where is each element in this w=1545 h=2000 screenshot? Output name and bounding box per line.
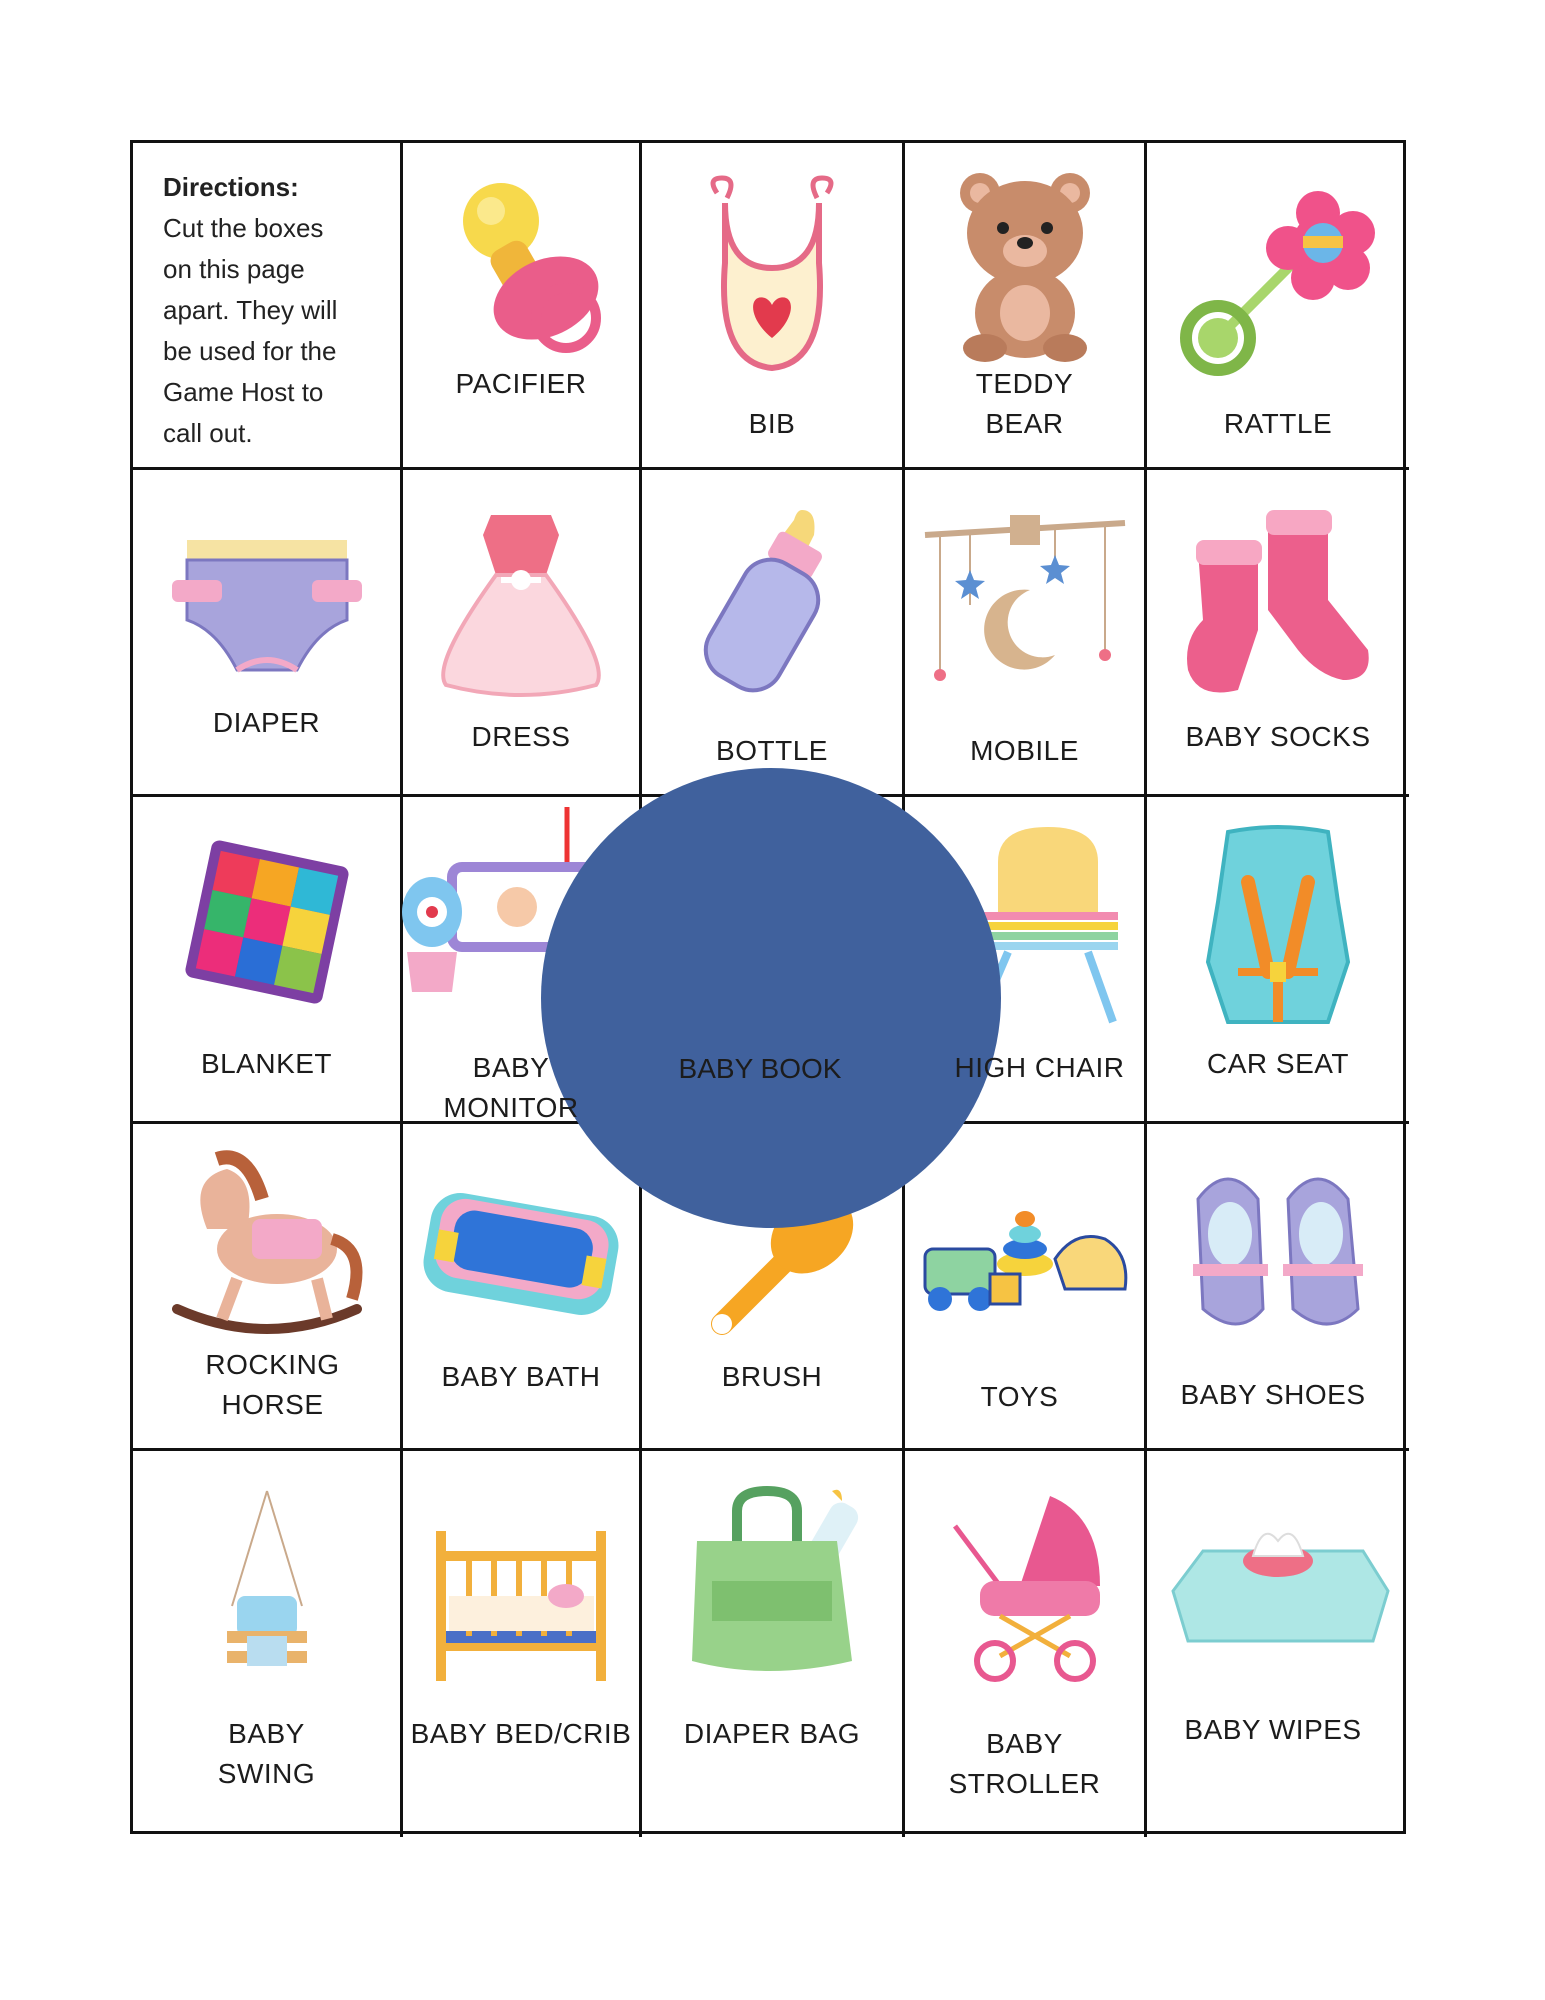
cell-label: HIGH CHAIR <box>954 1052 1125 1083</box>
cell-bottle[interactable] <box>642 470 905 797</box>
directions-cell <box>133 143 403 470</box>
cell-label: TOYS <box>980 1381 1059 1412</box>
cell-label: TEDDY <box>975 368 1074 399</box>
blanket-icon <box>182 837 352 1007</box>
bottle-icon <box>682 500 862 700</box>
cell-baby-shoes[interactable] <box>1147 1124 1409 1451</box>
cell-label: RATTLE <box>1223 408 1333 439</box>
baby-shoes-icon <box>1178 1159 1378 1359</box>
baby-swing-icon <box>207 1486 327 1686</box>
cell-baby-socks[interactable] <box>1147 470 1409 797</box>
baby-wipes-icon <box>1163 1521 1393 1661</box>
cell-label: MOBILE <box>970 735 1079 766</box>
crib-icon <box>421 1511 621 1681</box>
directions-line: on this page <box>163 254 305 284</box>
free-space-circle <box>541 768 1001 1228</box>
cell-label: BOTTLE <box>716 735 828 766</box>
baby-bath-icon <box>416 1184 626 1324</box>
cell-label: DRESS <box>471 721 571 752</box>
cell-label: PACIFIER <box>455 368 587 399</box>
teddy-bear-icon <box>945 163 1105 363</box>
car-seat-icon <box>1198 822 1358 1032</box>
cell-mobile[interactable] <box>905 470 1147 797</box>
cell-rocking-horse[interactable] <box>133 1124 403 1451</box>
cell-label: DIAPER BAG <box>683 1718 861 1749</box>
cell-label: BABY BED/CRIB <box>410 1718 632 1749</box>
baby-book-label: BABY BOOK <box>678 1053 842 1084</box>
cell-diaper[interactable] <box>133 470 403 797</box>
directions-line: apart. They will <box>163 295 338 325</box>
cell-label: HORSE <box>221 1389 324 1420</box>
diaper-icon <box>167 530 367 680</box>
cell-label: BEAR <box>985 408 1064 439</box>
directions-text <box>163 167 337 454</box>
cell-label: BLANKET <box>200 1048 333 1079</box>
cell-label: BABY SHOES <box>1180 1379 1366 1410</box>
cell-dress[interactable] <box>403 470 642 797</box>
cell-label: SWING <box>217 1758 316 1789</box>
dress-icon <box>431 505 611 705</box>
cell-bib[interactable] <box>642 143 905 470</box>
cell-toys[interactable] <box>905 1124 1147 1451</box>
pacifier-icon <box>436 173 606 353</box>
cell-label: MONITOR <box>443 1092 579 1123</box>
cell-label: BABY <box>228 1718 305 1749</box>
cell-baby-swing[interactable] <box>133 1451 403 1837</box>
bib-icon <box>687 173 857 383</box>
directions-line: Game Host to <box>163 377 324 407</box>
stroller-icon <box>940 1486 1110 1686</box>
directions-line: call out. <box>163 418 253 448</box>
cell-baby-stroller[interactable] <box>905 1451 1147 1837</box>
cell-label: DIAPER <box>212 707 321 738</box>
socks-icon <box>1178 500 1378 700</box>
cell-label: ROCKING <box>205 1349 340 1380</box>
rocking-horse-icon <box>167 1139 367 1339</box>
cell-diaper-bag[interactable] <box>642 1451 905 1837</box>
rattle-icon <box>1178 178 1378 378</box>
directions-heading: Directions: <box>163 172 299 202</box>
cell-label: STROLLER <box>948 1768 1101 1799</box>
cell-baby-bath[interactable] <box>403 1124 642 1451</box>
cell-rattle[interactable] <box>1147 143 1409 470</box>
mobile-icon <box>915 495 1135 695</box>
cell-teddy-bear[interactable] <box>905 143 1147 470</box>
cell-label: BRUSH <box>721 1361 823 1392</box>
directions-line: Cut the boxes <box>163 213 324 243</box>
cell-label: BABY <box>472 1052 550 1083</box>
cell-label: BABY WIPES <box>1184 1714 1362 1745</box>
toys-icon <box>915 1179 1135 1339</box>
cell-pacifier[interactable] <box>403 143 642 470</box>
diaper-bag-icon <box>677 1481 867 1681</box>
cell-blanket[interactable] <box>133 797 403 1124</box>
cell-car-seat[interactable] <box>1147 797 1409 1124</box>
cell-label: BABY <box>986 1728 1063 1759</box>
cell-label: BABY BATH <box>441 1361 601 1392</box>
cell-label: CAR SEAT <box>1207 1048 1349 1079</box>
cell-label: BABY SOCKS <box>1185 721 1371 752</box>
directions-line: be used for the <box>163 336 337 366</box>
cell-baby-wipes[interactable] <box>1147 1451 1409 1837</box>
cell-baby-bed-crib[interactable] <box>403 1451 642 1837</box>
cell-label: BIB <box>748 408 796 439</box>
